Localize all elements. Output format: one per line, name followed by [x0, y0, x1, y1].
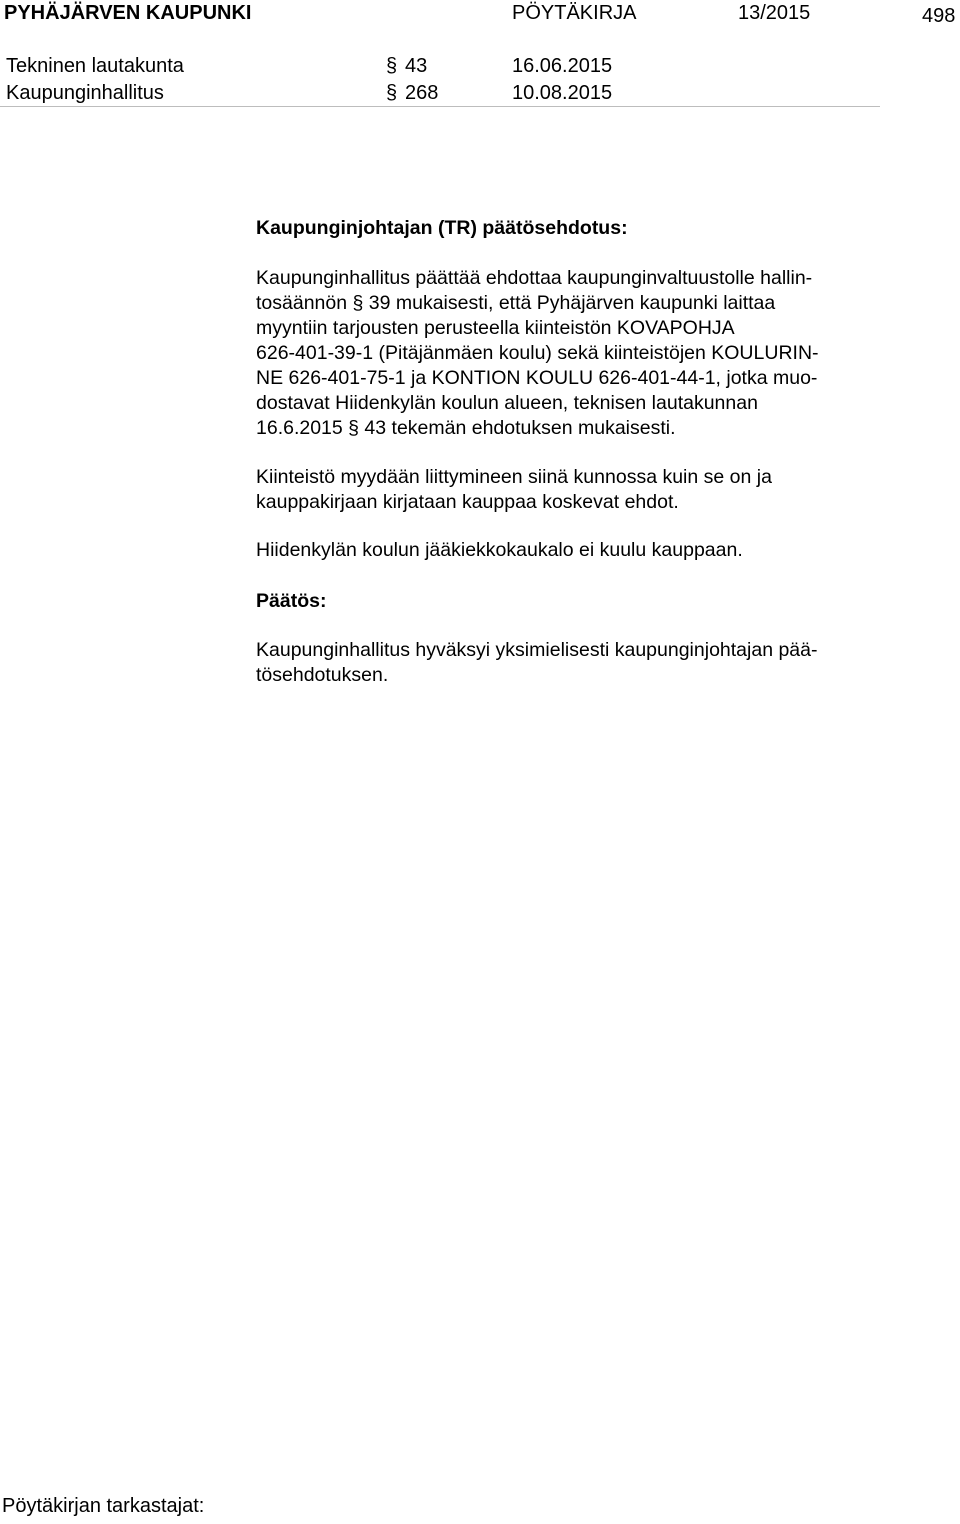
- decision-paragraph: [256, 638, 876, 688]
- decision-heading: Päätös:: [256, 590, 327, 612]
- meeting-date: 16.06.2015: [512, 55, 613, 77]
- paragraph-line: Kiinteistö myydään liittymineen siinä kunnossa kuin se on ja: [256, 466, 772, 488]
- section-number: 43: [405, 55, 428, 77]
- meeting-body: Tekninen lautakunta: [6, 55, 184, 77]
- paragraph-line: myyntiin tarjousten perusteella kiinteistön KOVAPOHJA: [256, 317, 735, 339]
- section-number: 268: [405, 82, 439, 104]
- sale-terms-paragraph: [256, 465, 876, 515]
- section-sign: §: [386, 82, 398, 104]
- paragraph-line: tösehdotuksen.: [256, 664, 389, 686]
- paragraph-line: 16.6.2015 § 43 tekemän ehdotuksen mukaisesti.: [256, 417, 676, 439]
- document-number: 13/2015: [738, 2, 811, 24]
- paragraph-line: Kaupunginhallitus päättää ehdottaa kaupunginvaltuustolle hallin-: [256, 267, 813, 289]
- proposal-heading: Kaupunginjohtajan (TR) päätösehdotus:: [256, 217, 628, 239]
- paragraph-line: Hiidenkylän koulun jääkiekkokaukalo ei kuulu kauppaan.: [256, 539, 743, 561]
- meeting-date: 10.08.2015: [512, 82, 613, 104]
- organization-name: PYHÄJÄRVEN KAUPUNKI: [4, 2, 252, 24]
- paragraph-line: tosäännön § 39 mukaisesti, että Pyhäjärven kaupunki laittaa: [256, 292, 776, 314]
- header-divider: [0, 106, 880, 107]
- paragraph-line: NE 626-401-75-1 ja KONTION KOULU 626-401-44-1, jotka muo-: [256, 367, 818, 389]
- minutes-checkers-label: Pöytäkirjan tarkastajat:: [2, 1495, 205, 1517]
- proposal-paragraph: [256, 266, 876, 441]
- section-sign: §: [386, 55, 398, 77]
- exclusion-paragraph: [256, 538, 876, 563]
- document-type: PÖYTÄKIRJA: [512, 2, 637, 24]
- meeting-body: Kaupunginhallitus: [6, 82, 164, 104]
- paragraph-line: 626-401-39-1 (Pitäjänmäen koulu) sekä kiinteistöjen KOULURIN-: [256, 342, 819, 364]
- paragraph-line: kauppakirjaan kirjataan kauppaa koskevat ehdot.: [256, 491, 679, 513]
- paragraph-line: dostavat Hiidenkylän koulun alueen, teknisen lautakunnan: [256, 392, 758, 414]
- page-number: 498: [922, 5, 956, 27]
- paragraph-line: Kaupunginhallitus hyväksyi yksimielisesti kaupunginjohtajan pää-: [256, 639, 818, 661]
